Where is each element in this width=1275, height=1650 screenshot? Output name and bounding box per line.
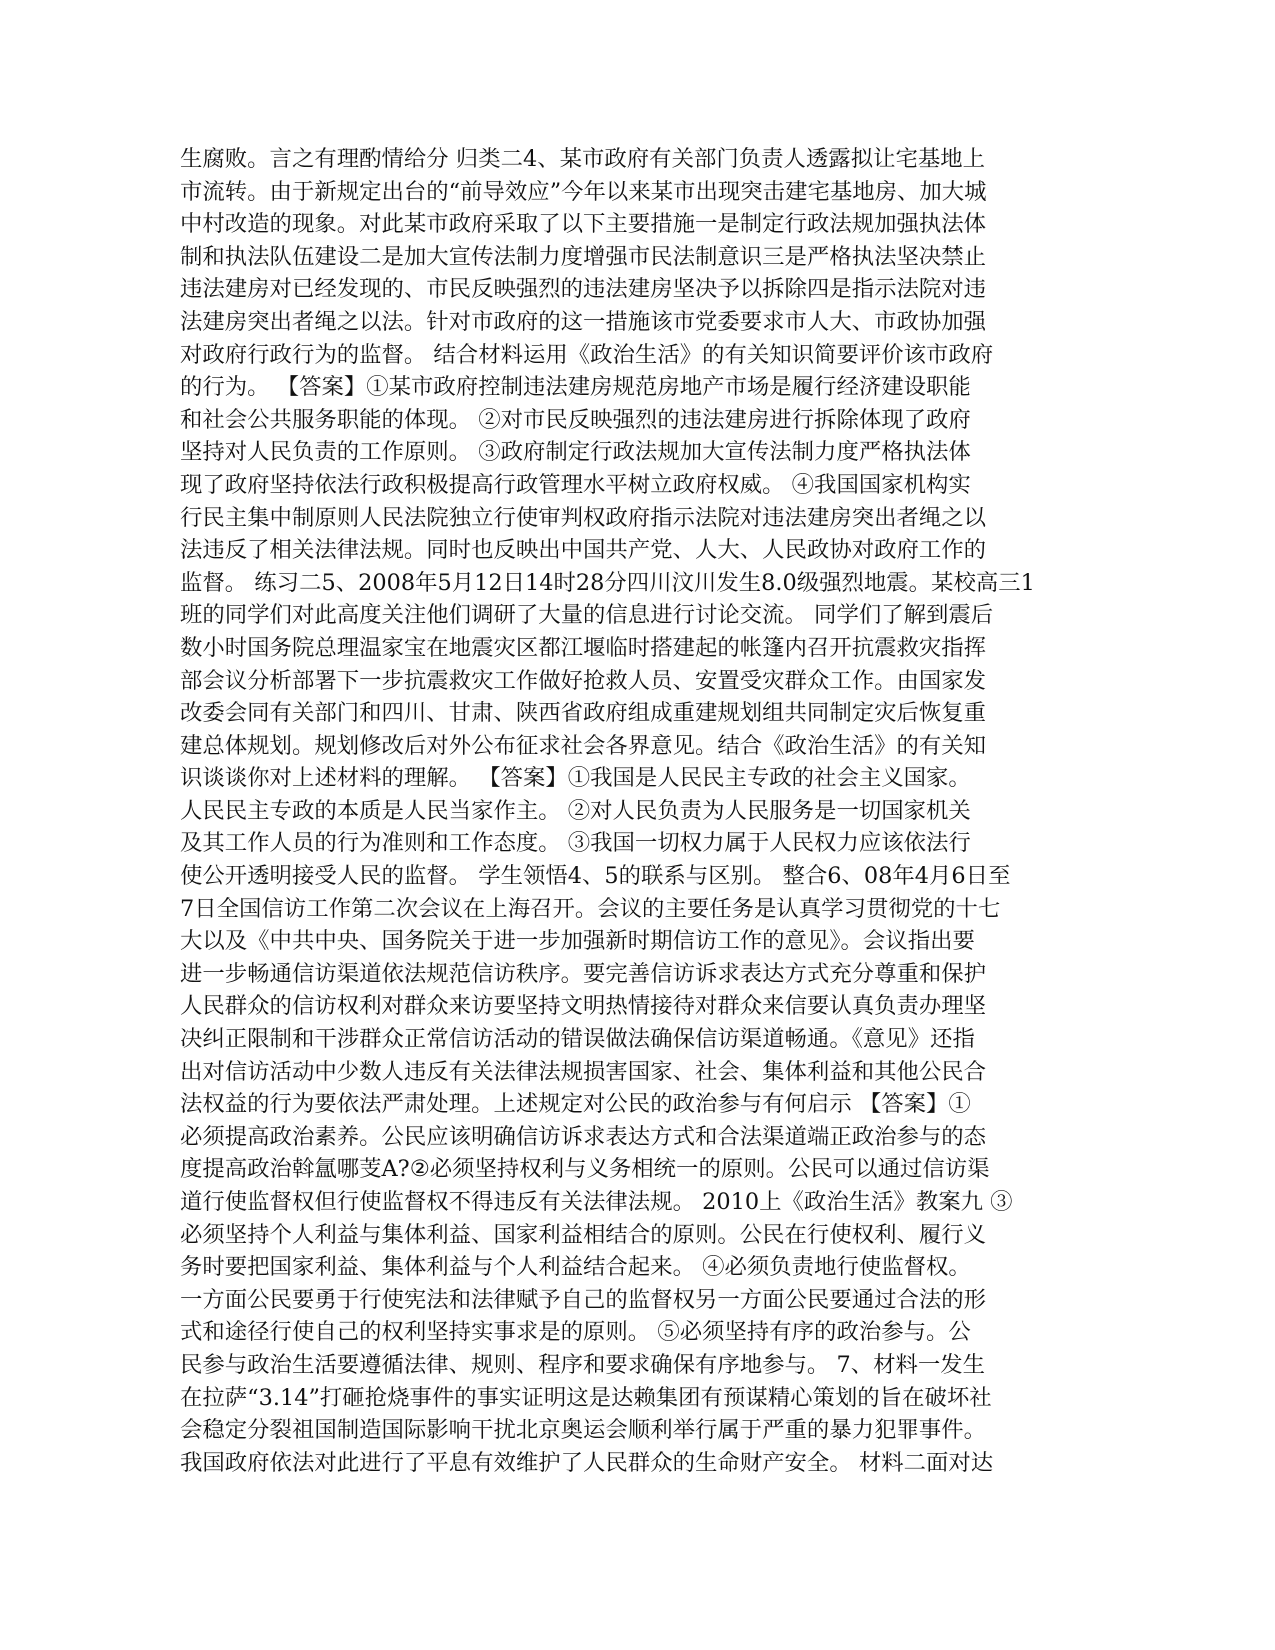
text-line: 对政府行政行为的监督。 结合材料运用《政治生活》的有关知识简要评价该市政府 <box>180 341 994 368</box>
text-line: 市流转。由于新规定出台的“前导效应”今年以来某市出现突击建宅基地房、加大城 <box>180 178 987 205</box>
text-line: 必须坚持个人利益与集体利益、国家利益相结合的原则。公民在行使权利、履行义 <box>180 1221 987 1248</box>
text-line: 大以及《中共中央、国务院关于进一步加强新时期信访工作的意见》。会议指出要 <box>180 928 975 955</box>
text-line: 的行为。 【答案】①某市政府控制违法建房规范房地产市场是履行经济建设职能 <box>180 374 971 401</box>
text-line: 决纠正限制和干涉群众正常信访活动的错误做法确保信访渠道畅通。《意见》还指 <box>180 1026 975 1053</box>
text-line: 在拉萨“3.14”打砸抢烧事件的事实证明这是达赖集团有预谋精心策划的旨在破坏社 <box>180 1384 992 1411</box>
text-line: 法违反了相关法律法规。同时也反映出中国共产党、人大、人民政协对政府工作的 <box>180 537 987 564</box>
text-line: 民参与政治生活要遵循法律、规则、程序和要求确保有序地参与。 7、材料一发生 <box>180 1351 986 1378</box>
text-line: 坚持对人民负责的工作原则。 ③政府制定行政法规加大宣传法制力度严格执法体 <box>180 439 971 466</box>
text-line: 7日全国信访工作第二次会议在上海召开。会议的主要任务是认真学习贯彻党的十七 <box>180 895 1001 922</box>
body-text <box>180 143 1060 1479</box>
text-line: 监督。 练习二5、2008年5月12日14时28分四川汶川发生8.0级强烈地震。某校高三1 <box>180 569 1035 596</box>
text-line: 生腐败。言之有理酌情给分 归类二4、某市政府有关部门负责人透露拟让宅基地上 <box>180 146 986 172</box>
text-line: 人民民主专政的本质是人民当家作主。 ②对人民负责为人民服务是一切国家机关 <box>180 797 971 824</box>
text-line: 行民主集中制原则人民法院独立行使审判权政府指示法院对违法建房突出者绳之以 <box>180 504 987 531</box>
text-line: 度提高政治斡氲哪芰A?②必须坚持权利与义务相统一的原则。公民可以通过信访渠 <box>180 1156 990 1183</box>
text-line: 建总体规划。规划修改后对外公布征求社会各界意见。结合《政治生活》的有关知 <box>180 732 987 759</box>
text-line: 我国政府依法对此进行了平息有效维护了人民群众的生命财产安全。 材料二面对达 <box>180 1449 994 1476</box>
text-line: 班的同学们对此高度关注他们调研了大量的信息进行讨论交流。 同学们了解到震后 <box>180 602 994 629</box>
text-line: 数小时国务院总理温家宝在地震灾区都江堰临时搭建起的帐篷内召开抗震救灾指挥 <box>180 634 987 661</box>
text-line: 法建房突出者绳之以法。针对市政府的这一措施该市党委要求市人大、市政协加强 <box>180 308 987 335</box>
text-line: 使公开透明接受人民的监督。 学生领悟4、5的联系与区别。 整合6、08年4月6日至 <box>180 863 1011 890</box>
text-line: 制和执法队伍建设二是加大宣传法制力度增强市民法制意识三是严格执法坚决禁止 <box>180 243 987 270</box>
text-line: 识谈谈你对上述材料的理解。 【答案】①我国是人民民主专政的社会主义国家。 <box>180 765 971 792</box>
text-line: 会稳定分裂祖国制造国际影响干扰北京奥运会顺利举行属于严重的暴力犯罪事件。 <box>180 1417 987 1444</box>
text-line: 部会议分析部署下一步抗震救灾工作做好抢救人员、安置受灾群众工作。由国家发 <box>180 667 987 694</box>
text-line: 和社会公共服务职能的体现。 ②对市民反映强烈的违法建房进行拆除体现了政府 <box>180 406 971 433</box>
text-line: 中村改造的现象。对此某市政府采取了以下主要措施一是制定行政法规加强执法体 <box>180 211 987 238</box>
text-line: 现了政府坚持依法行政积极提高行政管理水平树立政府权威。 ④我国国家机构实 <box>180 471 971 498</box>
text-line: 一方面公民要勇于行使宪法和法律赋予自己的监督权另一方面公民要通过合法的形 <box>180 1286 987 1313</box>
text-line: 必须提高政治素养。公民应该明确信访诉求表达方式和合法渠道端正政治参与的态 <box>180 1123 987 1150</box>
text-line: 道行使监督权但行使监督权不得违反有关法律法规。 2010上《政治生活》教案九 ③ <box>180 1189 1013 1215</box>
text-line: 改委会同有关部门和四川、甘肃、陕西省政府组成重建规划组共同制定灾后恢复重 <box>180 700 987 727</box>
text-line: 违法建房对已经发现的、市民反映强烈的违法建房坚决予以拆除四是指示法院对违 <box>180 276 987 303</box>
text-line: 出对信访活动中少数人违反有关法律法规损害国家、社会、集体利益和其他公民合 <box>180 1058 987 1085</box>
text-line: 务时要把国家利益、集体利益与个人利益结合起来。 ④必须负责地行使监督权。 <box>180 1254 971 1281</box>
text-line: 式和途径行使自己的权利坚持实事求是的原则。 ⑤必须坚持有序的政治参与。公 <box>180 1319 971 1346</box>
text-line: 进一步畅通信访渠道依法规范信访秩序。要完善信访诉求表达方式充分尊重和保护 <box>180 960 987 987</box>
text-line: 及其工作人员的行为准则和工作态度。 ③我国一切权力属于人民权力应该依法行 <box>180 830 971 857</box>
text-line: 人民群众的信访权利对群众来访要坚持文明热情接待对群众来信要认真负责办理坚 <box>180 993 987 1020</box>
text-line: 法权益的行为要依法严肃处理。上述规定对公民的政治参与有何启示 【答案】① <box>180 1091 971 1118</box>
